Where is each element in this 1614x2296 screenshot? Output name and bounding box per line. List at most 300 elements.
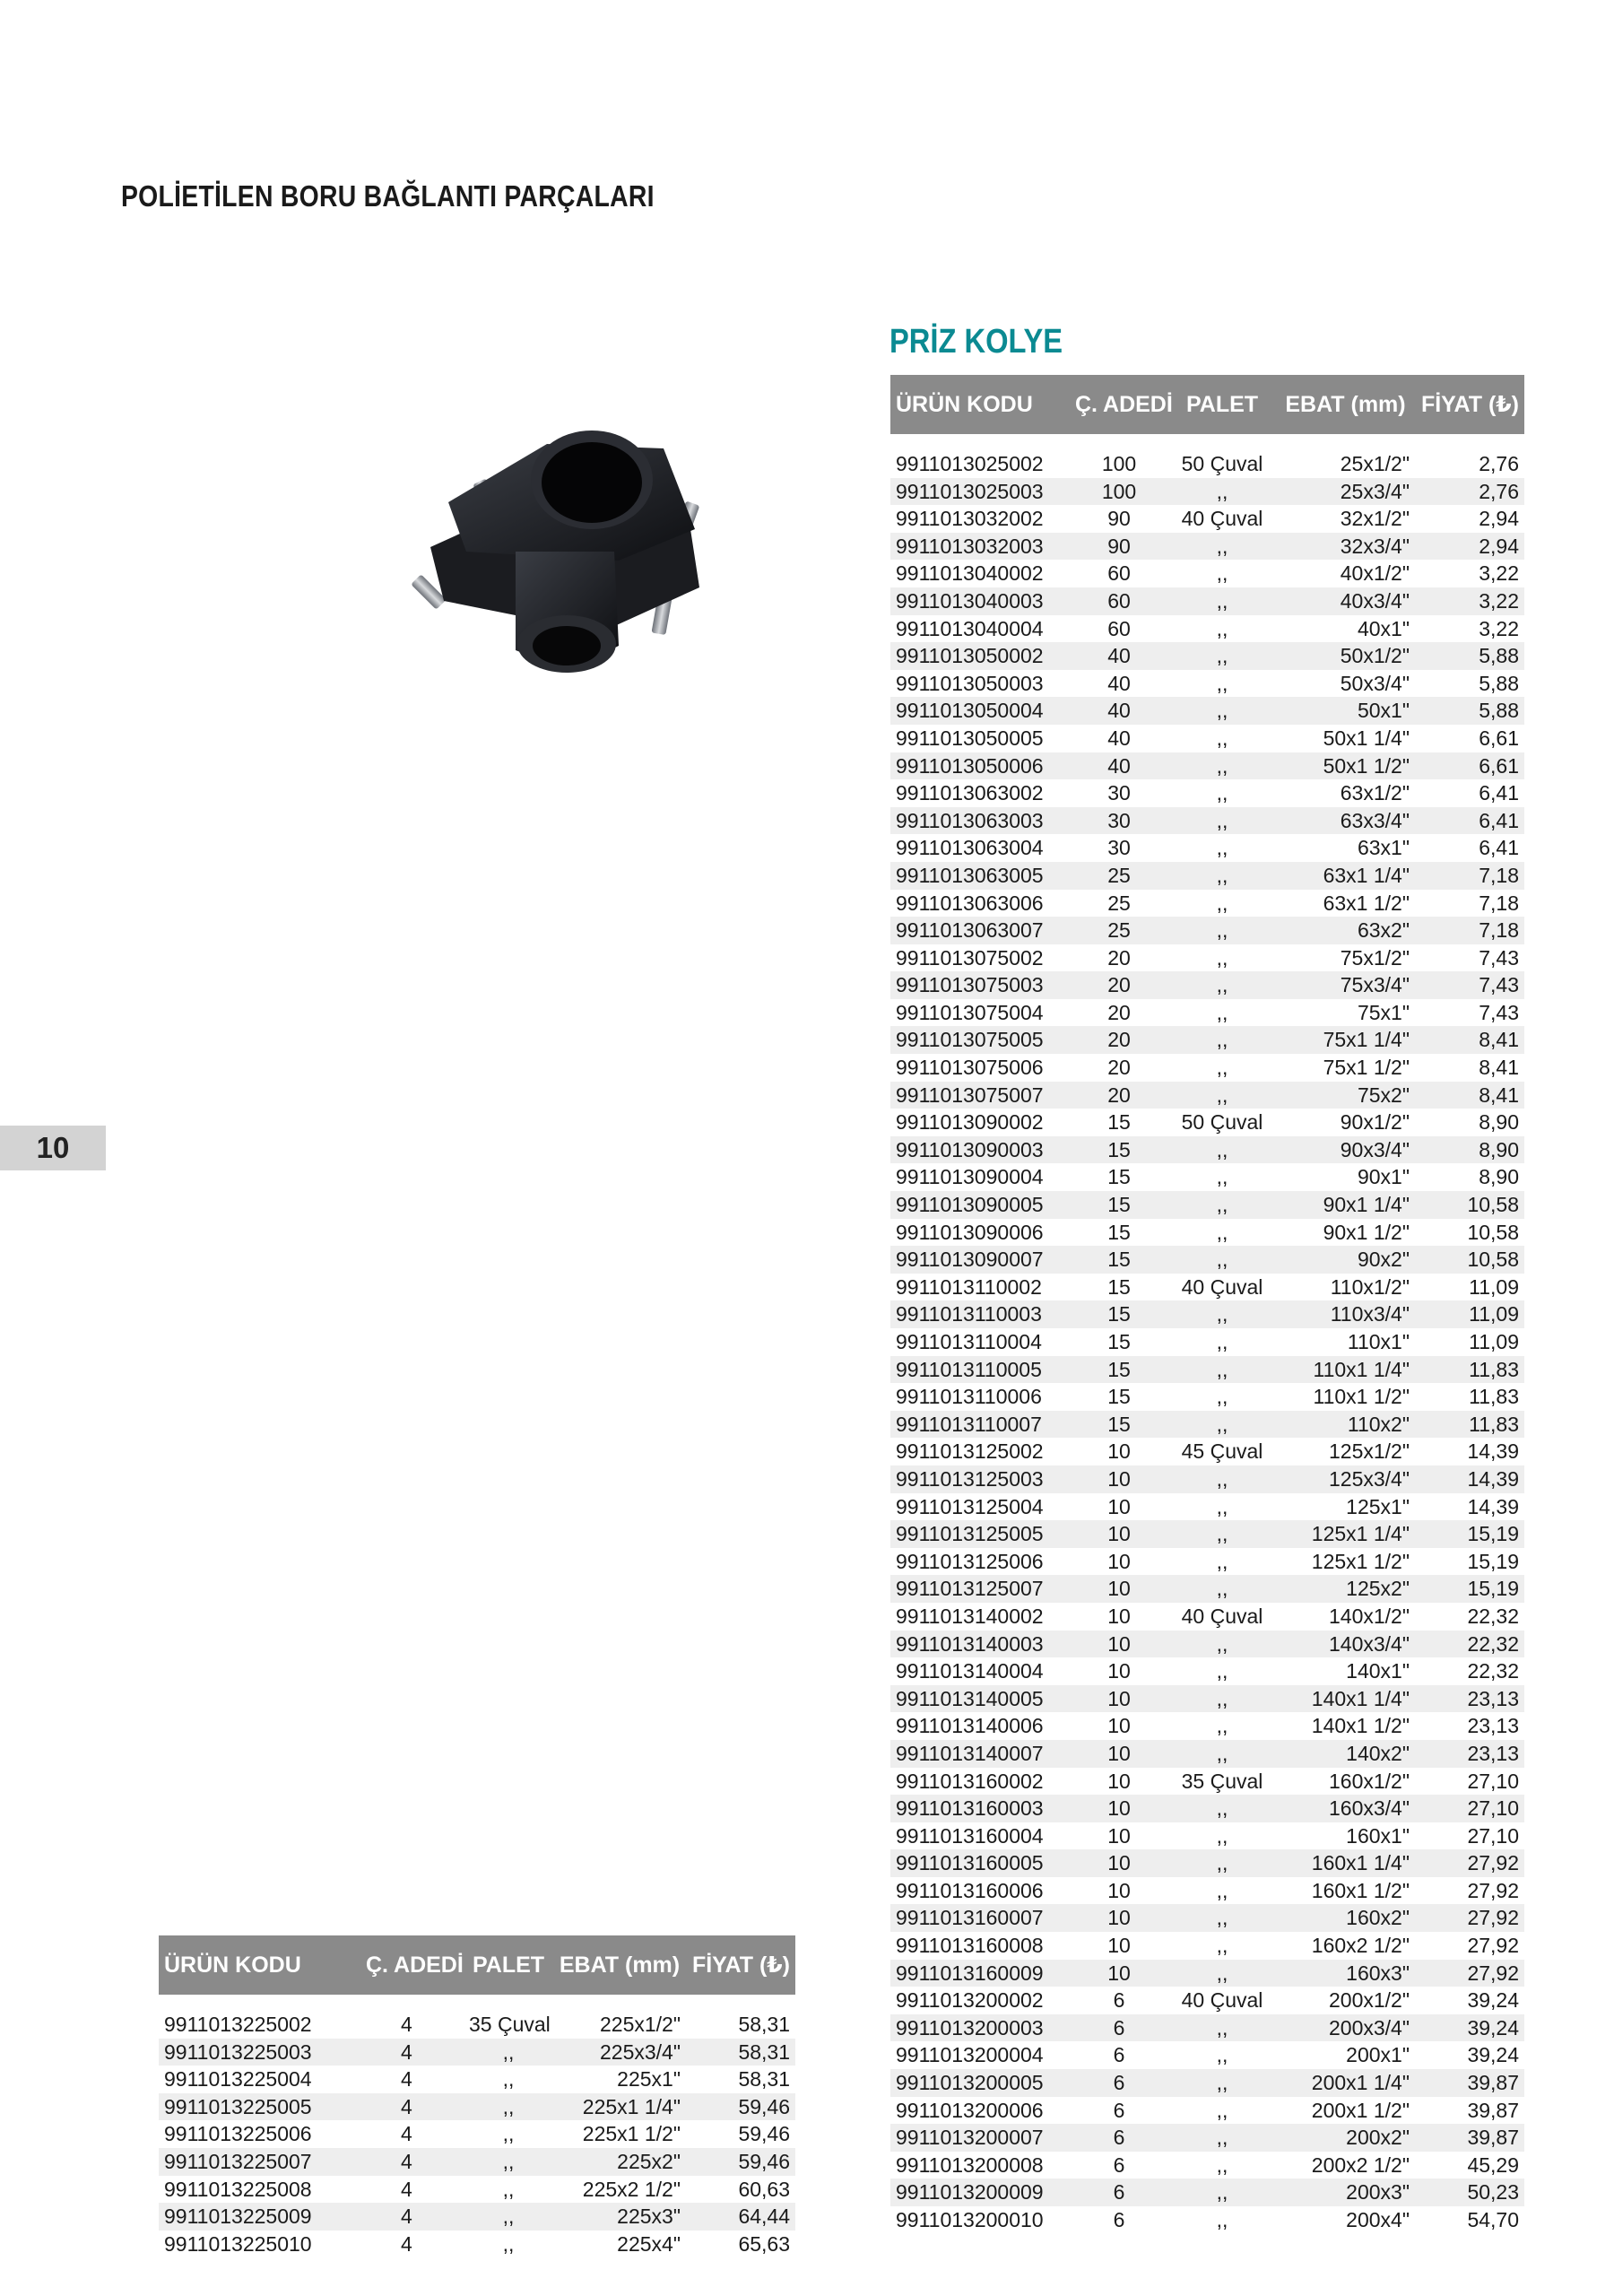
cell-urun-kodu: 9911013110007 (890, 1411, 1070, 1439)
cell-palet: ,, (1168, 890, 1276, 918)
cell-fiyat: 14,39 (1415, 1493, 1524, 1521)
header-spacer (890, 434, 1524, 450)
cell-urun-kodu: 9911013125006 (890, 1548, 1070, 1576)
cell-palet: ,, (1168, 1740, 1276, 1768)
cell-fiyat: 6,61 (1415, 752, 1524, 780)
cell-ebat: 32x1/2" (1276, 505, 1415, 533)
cell-fiyat: 23,13 (1415, 1685, 1524, 1713)
cell-fiyat: 11,83 (1415, 1411, 1524, 1439)
cell-cuval-adedi: 40 (1070, 725, 1168, 752)
cell-urun-kodu: 9911013160005 (890, 1849, 1070, 1877)
cell-urun-kodu: 9911013200004 (890, 2041, 1070, 2069)
cell-cuval-adedi: 10 (1070, 1849, 1168, 1877)
table-row (890, 1712, 1524, 1740)
cell-palet: 35 Çuval (1168, 1768, 1276, 1796)
header-spacer (159, 1995, 795, 2011)
cell-cuval-adedi: 4 (360, 2203, 464, 2231)
cell-urun-kodu: 9911013225008 (159, 2176, 360, 2204)
cell-ebat: 40x1/2" (1276, 560, 1415, 587)
cell-cuval-adedi: 15 (1070, 1246, 1168, 1274)
cell-ebat: 50x1" (1276, 697, 1415, 725)
cell-urun-kodu: 9911013075004 (890, 999, 1070, 1027)
cell-palet: ,, (1168, 1877, 1276, 1905)
cell-ebat: 63x3/4" (1276, 807, 1415, 835)
cell-ebat: 75x1/2" (1276, 944, 1415, 972)
bottom-product-table (159, 1935, 795, 2257)
cell-fiyat: 2,94 (1415, 533, 1524, 561)
cell-fiyat: 10,58 (1415, 1246, 1524, 1274)
table-row (890, 1822, 1524, 1850)
cell-urun-kodu: 9911013140005 (890, 1685, 1070, 1713)
cell-urun-kodu: 9911013032002 (890, 505, 1070, 533)
cell-ebat: 140x3/4" (1276, 1631, 1415, 1658)
cell-ebat: 225x4" (553, 2231, 686, 2258)
cell-fiyat: 11,83 (1415, 1383, 1524, 1411)
cell-palet: ,, (1168, 862, 1276, 890)
page-title: POLİETİLEN BORU BAĞLANTI PARÇALARI (121, 179, 655, 213)
cell-cuval-adedi: 40 (1070, 752, 1168, 780)
table-row (890, 917, 1524, 944)
cell-cuval-adedi: 30 (1070, 834, 1168, 862)
cell-palet: ,, (1168, 1548, 1276, 1576)
cell-urun-kodu: 9911013063002 (890, 779, 1070, 807)
cell-fiyat: 2,76 (1415, 450, 1524, 478)
cell-palet: ,, (1168, 2124, 1276, 2152)
cell-urun-kodu: 9911013160003 (890, 1795, 1070, 1822)
cell-fiyat: 58,31 (686, 2011, 795, 2039)
cell-fiyat: 7,18 (1415, 862, 1524, 890)
cell-cuval-adedi: 10 (1070, 1575, 1168, 1603)
cell-urun-kodu: 9911013140004 (890, 1657, 1070, 1685)
cell-cuval-adedi: 6 (1070, 2206, 1168, 2234)
cell-cuval-adedi: 10 (1070, 1795, 1168, 1822)
cell-cuval-adedi: 6 (1070, 2014, 1168, 2042)
table-row (890, 725, 1524, 752)
cell-ebat: 125x1" (1276, 1493, 1415, 1521)
cell-palet: ,, (1168, 478, 1276, 506)
cell-fiyat: 8,90 (1415, 1109, 1524, 1136)
cell-cuval-adedi: 20 (1070, 1026, 1168, 1054)
cell-palet: ,, (1168, 1712, 1276, 1740)
table-header-row (159, 1935, 795, 1995)
header-urun-kodu: ÜRÜN KODU (890, 375, 1070, 434)
cell-fiyat: 15,19 (1415, 1548, 1524, 1576)
cell-urun-kodu: 9911013075003 (890, 971, 1070, 999)
cell-cuval-adedi: 15 (1070, 1163, 1168, 1191)
table-row (890, 2206, 1524, 2234)
header-fiyat: FİYAT (₺) (1415, 375, 1524, 434)
cell-ebat: 40x3/4" (1276, 587, 1415, 615)
cell-cuval-adedi: 10 (1070, 1712, 1168, 1740)
cell-urun-kodu: 9911013200007 (890, 2124, 1070, 2152)
cell-fiyat: 5,88 (1415, 697, 1524, 725)
cell-cuval-adedi: 20 (1070, 999, 1168, 1027)
cell-fiyat: 59,46 (686, 2093, 795, 2121)
cell-cuval-adedi: 6 (1070, 2124, 1168, 2152)
cell-palet: ,, (1168, 1822, 1276, 1850)
page-number: 10 (36, 1131, 70, 1164)
cell-palet: ,, (1168, 807, 1276, 835)
cell-cuval-adedi: 6 (1070, 1987, 1168, 2014)
cell-fiyat: 10,58 (1415, 1191, 1524, 1219)
table-row (890, 1960, 1524, 1987)
cell-ebat: 90x1 1/4" (1276, 1191, 1415, 1219)
cell-cuval-adedi: 10 (1070, 1877, 1168, 1905)
cell-ebat: 225x1" (553, 2066, 686, 2093)
cell-palet: 40 Çuval (1168, 1603, 1276, 1631)
cell-palet: ,, (464, 2066, 553, 2093)
table-row (890, 2014, 1524, 2042)
table-row (890, 1465, 1524, 1493)
table-row (890, 1383, 1524, 1411)
cell-cuval-adedi: 15 (1070, 1328, 1168, 1356)
table-row (890, 2041, 1524, 2069)
table-row (159, 2039, 795, 2066)
cell-palet: ,, (1168, 697, 1276, 725)
header-ebat: EBAT (mm) (1276, 375, 1415, 434)
cell-fiyat: 6,61 (1415, 725, 1524, 752)
cell-palet: ,, (1168, 999, 1276, 1027)
cell-ebat: 63x1" (1276, 834, 1415, 862)
cell-cuval-adedi: 4 (360, 2120, 464, 2148)
cell-palet: ,, (1168, 2179, 1276, 2206)
table-row (890, 1411, 1524, 1439)
cell-cuval-adedi: 40 (1070, 670, 1168, 698)
cell-palet: 45 Çuval (1168, 1438, 1276, 1465)
cell-fiyat: 65,63 (686, 2231, 795, 2258)
cell-fiyat: 23,13 (1415, 1740, 1524, 1768)
cell-fiyat: 45,29 (1415, 2152, 1524, 2179)
cell-ebat: 200x4" (1276, 2206, 1415, 2234)
table-row (890, 560, 1524, 587)
table-row (890, 1849, 1524, 1877)
cell-ebat: 160x1 1/4" (1276, 1849, 1415, 1877)
cell-cuval-adedi: 15 (1070, 1136, 1168, 1164)
table-row (159, 2011, 795, 2039)
cell-fiyat: 39,24 (1415, 2014, 1524, 2042)
cell-fiyat: 58,31 (686, 2066, 795, 2093)
cell-palet: ,, (1168, 1575, 1276, 1603)
cell-urun-kodu: 9911013063007 (890, 917, 1070, 944)
cell-cuval-adedi: 15 (1070, 1219, 1168, 1247)
cell-fiyat: 27,92 (1415, 1877, 1524, 1905)
table-row (890, 1219, 1524, 1247)
table-row (890, 1657, 1524, 1685)
cell-fiyat: 15,19 (1415, 1575, 1524, 1603)
table-row (890, 834, 1524, 862)
cell-urun-kodu: 9911013110003 (890, 1300, 1070, 1328)
cell-fiyat: 11,83 (1415, 1356, 1524, 1384)
table-row (890, 1246, 1524, 1274)
cell-ebat: 225x1 1/4" (553, 2093, 686, 2121)
cell-fiyat: 7,18 (1415, 890, 1524, 918)
cell-ebat: 90x2" (1276, 1246, 1415, 1274)
cell-fiyat: 39,87 (1415, 2069, 1524, 2097)
cell-fiyat: 8,90 (1415, 1163, 1524, 1191)
cell-palet: ,, (464, 2093, 553, 2121)
cell-cuval-adedi: 6 (1070, 2041, 1168, 2069)
cell-cuval-adedi: 20 (1070, 944, 1168, 972)
cell-ebat: 200x1" (1276, 2041, 1415, 2069)
cell-cuval-adedi: 90 (1070, 505, 1168, 533)
cell-cuval-adedi: 10 (1070, 1548, 1168, 1576)
cell-cuval-adedi: 30 (1070, 779, 1168, 807)
cell-palet: ,, (1168, 1795, 1276, 1822)
cell-urun-kodu: 9911013110006 (890, 1383, 1070, 1411)
cell-palet: ,, (1168, 2014, 1276, 2042)
table-row (890, 1163, 1524, 1191)
cell-ebat: 90x1 1/2" (1276, 1219, 1415, 1247)
cell-palet: ,, (1168, 1932, 1276, 1960)
cell-urun-kodu: 9911013140007 (890, 1740, 1070, 1768)
cell-cuval-adedi: 10 (1070, 1493, 1168, 1521)
cell-urun-kodu: 9911013200010 (890, 2206, 1070, 2234)
cell-urun-kodu: 9911013160004 (890, 1822, 1070, 1850)
cell-cuval-adedi: 4 (360, 2011, 464, 2039)
cell-fiyat: 27,10 (1415, 1822, 1524, 1850)
cell-palet: ,, (1168, 1904, 1276, 1932)
table-row (890, 533, 1524, 561)
cell-urun-kodu: 9911013125005 (890, 1520, 1070, 1548)
cell-urun-kodu: 9911013225009 (159, 2203, 360, 2231)
cell-palet: ,, (1168, 1849, 1276, 1877)
cell-palet: 35 Çuval (464, 2011, 553, 2039)
priz-kolye-table (890, 375, 1524, 2234)
cell-palet: ,, (1168, 1026, 1276, 1054)
cell-palet: ,, (1168, 2206, 1276, 2234)
cell-cuval-adedi: 6 (1070, 2097, 1168, 2125)
cell-cuval-adedi: 60 (1070, 615, 1168, 643)
table-row (890, 1932, 1524, 1960)
table-row (159, 2093, 795, 2121)
cell-palet: ,, (464, 2231, 553, 2258)
cell-cuval-adedi: 25 (1070, 917, 1168, 944)
cell-ebat: 225x1/2" (553, 2011, 686, 2039)
cell-fiyat: 2,94 (1415, 505, 1524, 533)
cell-palet: ,, (1168, 1493, 1276, 1521)
cell-urun-kodu: 9911013140003 (890, 1631, 1070, 1658)
cell-ebat: 160x1 1/2" (1276, 1877, 1415, 1905)
cell-fiyat: 7,43 (1415, 944, 1524, 972)
table-row (890, 971, 1524, 999)
cell-ebat: 200x2 1/2" (1276, 2152, 1415, 2179)
cell-cuval-adedi: 15 (1070, 1274, 1168, 1301)
cell-cuval-adedi: 15 (1070, 1411, 1168, 1439)
cell-cuval-adedi: 10 (1070, 1822, 1168, 1850)
cell-fiyat: 22,32 (1415, 1603, 1524, 1631)
cell-ebat: 63x1 1/4" (1276, 862, 1415, 890)
cell-fiyat: 3,22 (1415, 560, 1524, 587)
cell-cuval-adedi: 4 (360, 2066, 464, 2093)
cell-urun-kodu: 9911013200005 (890, 2069, 1070, 2097)
cell-palet: ,, (1168, 834, 1276, 862)
cell-cuval-adedi: 10 (1070, 1657, 1168, 1685)
cell-palet: ,, (1168, 971, 1276, 999)
cell-urun-kodu: 9911013160002 (890, 1768, 1070, 1796)
cell-cuval-adedi: 100 (1070, 478, 1168, 506)
cell-ebat: 140x2" (1276, 1740, 1415, 1768)
cell-ebat: 160x2" (1276, 1904, 1415, 1932)
cell-palet: ,, (1168, 1054, 1276, 1082)
cell-fiyat: 27,10 (1415, 1795, 1524, 1822)
cell-fiyat: 58,31 (686, 2039, 795, 2066)
cell-fiyat: 39,24 (1415, 2041, 1524, 2069)
cell-cuval-adedi: 40 (1070, 642, 1168, 670)
cell-fiyat: 39,87 (1415, 2124, 1524, 2152)
cell-palet: ,, (1168, 533, 1276, 561)
cell-cuval-adedi: 15 (1070, 1191, 1168, 1219)
table-row (890, 450, 1524, 478)
cell-fiyat: 27,10 (1415, 1768, 1524, 1796)
cell-palet: ,, (1168, 1163, 1276, 1191)
table-row (890, 807, 1524, 835)
table-row (159, 2176, 795, 2204)
cell-ebat: 160x1" (1276, 1822, 1415, 1850)
cell-urun-kodu: 9911013225010 (159, 2231, 360, 2258)
cell-fiyat: 8,41 (1415, 1026, 1524, 1054)
cell-ebat: 32x3/4" (1276, 533, 1415, 561)
cell-ebat: 25x1/2" (1276, 450, 1415, 478)
cell-palet: 50 Çuval (1168, 1109, 1276, 1136)
cell-palet: ,, (1168, 1465, 1276, 1493)
table-row (890, 1548, 1524, 1576)
table-row (890, 1328, 1524, 1356)
cell-palet: ,, (1168, 1685, 1276, 1713)
cell-fiyat: 23,13 (1415, 1712, 1524, 1740)
cell-urun-kodu: 9911013050006 (890, 752, 1070, 780)
cell-urun-kodu: 9911013140006 (890, 1712, 1070, 1740)
cell-urun-kodu: 9911013040004 (890, 615, 1070, 643)
cell-urun-kodu: 9911013050004 (890, 697, 1070, 725)
cell-urun-kodu: 9911013075007 (890, 1082, 1070, 1109)
table-row (890, 1274, 1524, 1301)
cell-cuval-adedi: 10 (1070, 1520, 1168, 1548)
cell-urun-kodu: 9911013225002 (159, 2011, 360, 2039)
cell-ebat: 110x3/4" (1276, 1300, 1415, 1328)
cell-fiyat: 7,43 (1415, 999, 1524, 1027)
table-row (890, 2152, 1524, 2179)
cell-fiyat: 15,19 (1415, 1520, 1524, 1548)
cell-ebat: 125x2" (1276, 1575, 1415, 1603)
cell-palet: ,, (464, 2203, 553, 2231)
cell-fiyat: 8,41 (1415, 1082, 1524, 1109)
cell-palet: ,, (1168, 1383, 1276, 1411)
cell-cuval-adedi: 10 (1070, 1740, 1168, 1768)
cell-urun-kodu: 9911013075002 (890, 944, 1070, 972)
cell-cuval-adedi: 15 (1070, 1356, 1168, 1384)
cell-ebat: 200x1/2" (1276, 1987, 1415, 2014)
cell-urun-kodu: 9911013110005 (890, 1356, 1070, 1384)
cell-cuval-adedi: 15 (1070, 1383, 1168, 1411)
cell-ebat: 140x1 1/4" (1276, 1685, 1415, 1713)
cell-palet: ,, (1168, 917, 1276, 944)
cell-cuval-adedi: 20 (1070, 1054, 1168, 1082)
table-row (890, 1685, 1524, 1713)
cell-cuval-adedi: 10 (1070, 1904, 1168, 1932)
table-row (890, 1795, 1524, 1822)
table-row (890, 1575, 1524, 1603)
table-row (890, 1904, 1524, 1932)
cell-ebat: 160x3" (1276, 1960, 1415, 1987)
cell-palet: ,, (1168, 2097, 1276, 2125)
cell-fiyat: 64,44 (686, 2203, 795, 2231)
table-row (890, 1300, 1524, 1328)
cell-urun-kodu: 9911013125002 (890, 1438, 1070, 1465)
cell-ebat: 63x1 1/2" (1276, 890, 1415, 918)
cell-ebat: 125x3/4" (1276, 1465, 1415, 1493)
cell-fiyat: 50,23 (1415, 2179, 1524, 2206)
cell-urun-kodu: 9911013090006 (890, 1219, 1070, 1247)
table-row (890, 1520, 1524, 1548)
table-row (890, 1109, 1524, 1136)
cell-fiyat: 27,92 (1415, 1904, 1524, 1932)
cell-urun-kodu: 9911013200006 (890, 2097, 1070, 2125)
table-row (159, 2148, 795, 2176)
table-row (890, 1603, 1524, 1631)
cell-urun-kodu: 9911013063006 (890, 890, 1070, 918)
cell-urun-kodu: 9911013050003 (890, 670, 1070, 698)
cell-palet: ,, (1168, 1657, 1276, 1685)
cell-cuval-adedi: 10 (1070, 1438, 1168, 1465)
cell-fiyat: 54,70 (1415, 2206, 1524, 2234)
cell-urun-kodu: 9911013090004 (890, 1163, 1070, 1191)
cell-urun-kodu: 9911013063003 (890, 807, 1070, 835)
cell-cuval-adedi: 4 (360, 2148, 464, 2176)
cell-ebat: 110x1 1/2" (1276, 1383, 1415, 1411)
cell-urun-kodu: 9911013140002 (890, 1603, 1070, 1631)
header-palet: PALET (1168, 375, 1276, 434)
cell-ebat: 140x1 1/2" (1276, 1712, 1415, 1740)
table-row (890, 1356, 1524, 1384)
cell-palet: ,, (1168, 670, 1276, 698)
cell-fiyat: 2,76 (1415, 478, 1524, 506)
cell-cuval-adedi: 90 (1070, 533, 1168, 561)
table-row (890, 1768, 1524, 1796)
cell-ebat: 200x1 1/4" (1276, 2069, 1415, 2097)
cell-ebat: 160x2 1/2" (1276, 1932, 1415, 1960)
cell-cuval-adedi: 60 (1070, 560, 1168, 587)
header-cuval-adedi: Ç. ADEDİ (1070, 375, 1168, 434)
table-row (890, 1631, 1524, 1658)
cell-ebat: 225x2" (553, 2148, 686, 2176)
table-row (890, 697, 1524, 725)
table-row (890, 642, 1524, 670)
cell-fiyat: 10,58 (1415, 1219, 1524, 1247)
cell-ebat: 50x1 1/2" (1276, 752, 1415, 780)
cell-urun-kodu: 9911013200003 (890, 2014, 1070, 2042)
cell-ebat: 110x1/2" (1276, 1274, 1415, 1301)
cell-cuval-adedi: 40 (1070, 697, 1168, 725)
table-row (159, 2231, 795, 2258)
cell-fiyat: 39,87 (1415, 2097, 1524, 2125)
cell-urun-kodu: 9911013050005 (890, 725, 1070, 752)
cell-ebat: 125x1 1/4" (1276, 1520, 1415, 1548)
table-row (890, 505, 1524, 533)
cell-cuval-adedi: 6 (1070, 2152, 1168, 2179)
table-row (890, 587, 1524, 615)
cell-palet: ,, (1168, 1520, 1276, 1548)
cell-fiyat: 14,39 (1415, 1438, 1524, 1465)
table-row (890, 1493, 1524, 1521)
cell-palet: ,, (464, 2120, 553, 2148)
cell-ebat: 200x2" (1276, 2124, 1415, 2152)
cell-ebat: 200x3/4" (1276, 2014, 1415, 2042)
cell-palet: ,, (1168, 2041, 1276, 2069)
table-row (890, 862, 1524, 890)
cell-urun-kodu: 9911013225006 (159, 2120, 360, 2148)
table-row (890, 1740, 1524, 1768)
cell-urun-kodu: 9911013025002 (890, 450, 1070, 478)
